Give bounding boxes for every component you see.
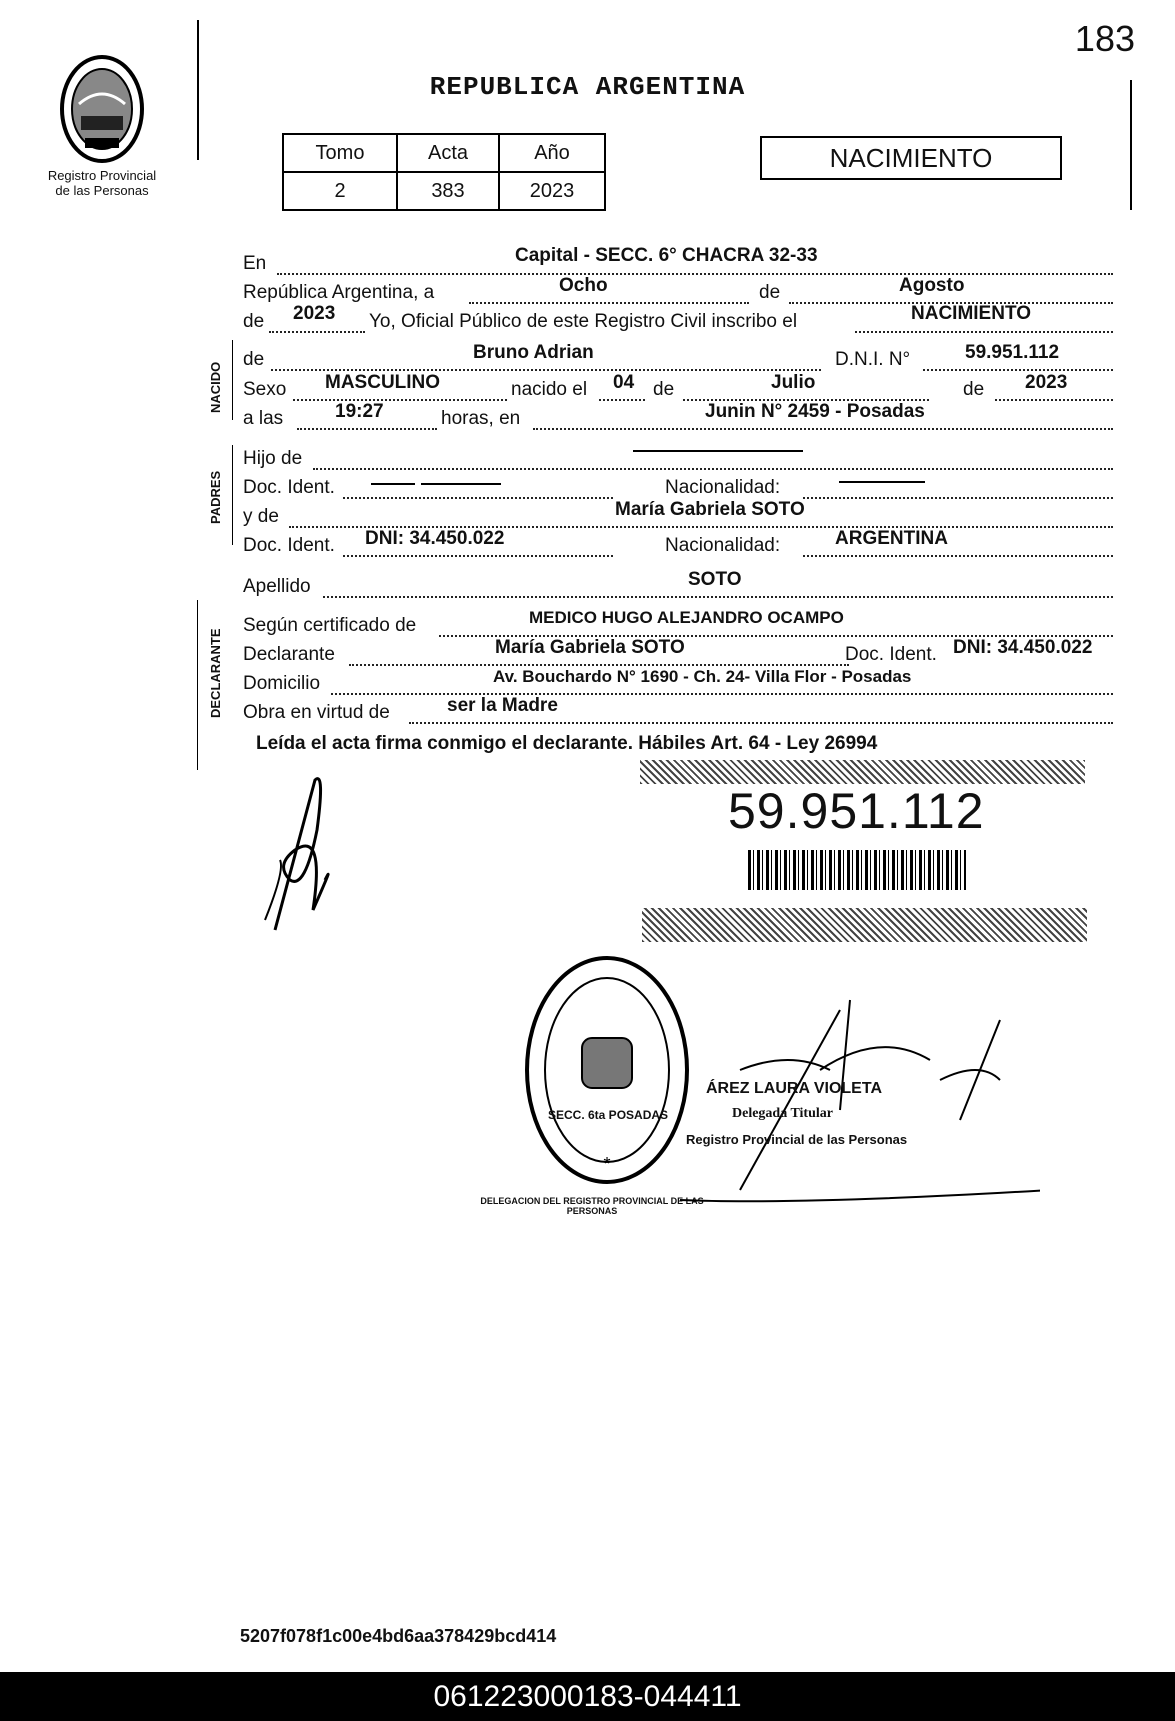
- col-header-tomo: Tomo: [283, 134, 397, 172]
- label-yde: y de: [243, 506, 279, 527]
- section-label-nacido: NACIDO: [208, 361, 223, 413]
- page-number: 183: [1074, 18, 1135, 59]
- barcode-icon: [748, 850, 966, 890]
- reference-table: [282, 133, 606, 211]
- dots-line: [343, 555, 613, 557]
- misiones-seal-icon: [59, 54, 145, 164]
- security-band-bottom: [642, 908, 1087, 942]
- row-sexo: [243, 372, 1113, 401]
- document-title: REPUBLICA ARGENTINA: [429, 72, 746, 102]
- row-hijo: [243, 446, 1113, 470]
- section-label-padres: PADRES: [208, 470, 223, 524]
- label-alas: a las: [243, 408, 284, 429]
- dots-line: [313, 468, 1113, 470]
- col-header-anio: Año: [499, 134, 605, 172]
- row-en: [243, 245, 1113, 275]
- value-declarante: María Gabriela SOTO: [495, 637, 685, 658]
- dots-line: [293, 399, 507, 401]
- label-de: de: [759, 282, 781, 303]
- value-lugar-nacimiento: Junin N° 2459 - Posadas: [705, 401, 925, 422]
- logo-caption-line2: de las Personas: [55, 183, 149, 198]
- record-type-box: NACIMIENTO: [760, 136, 1062, 180]
- tomo-value: 2: [283, 172, 397, 210]
- logo-caption-line1: Registro Provincial: [47, 168, 157, 183]
- value-declarante-doc: DNI: 34.450.022: [953, 637, 1093, 658]
- dots-line: [323, 596, 1113, 598]
- row-nombre: [243, 342, 1113, 371]
- row-madre: [243, 499, 1113, 528]
- row-obra: [243, 695, 1113, 724]
- blank-dash: [421, 483, 501, 485]
- declarante-section-line: [197, 600, 198, 770]
- dots-line: [271, 369, 821, 371]
- footer-code: 061223000183-044411: [0, 1672, 1175, 1721]
- dots-line: [297, 428, 437, 430]
- value-madre: María Gabriela SOTO: [615, 499, 805, 520]
- label-obra: Obra en virtud de: [243, 702, 390, 723]
- label-apellido: Apellido: [243, 576, 311, 597]
- label-doc-ident: Doc. Ident.: [243, 535, 335, 556]
- anio-value: 2023: [499, 172, 605, 210]
- id-number-large: 59.951.112: [728, 783, 985, 839]
- row-domicilio: [243, 667, 1113, 695]
- official-signature: [680, 990, 1040, 1210]
- signer-name: ÁREZ LAURA VIOLETA: [706, 1080, 882, 1097]
- row-fecha: [243, 275, 1113, 304]
- label-nacionalidad: Nacionalidad:: [665, 477, 781, 498]
- row-hora: [243, 401, 1113, 430]
- value-madre-doc: DNI: 34.450.022: [365, 528, 505, 549]
- value-anio-inscripcion: 2023: [293, 303, 336, 324]
- document-hash: 5207f078f1c00e4bd6aa378429bcd414: [240, 1626, 557, 1646]
- blank-dash: [371, 483, 415, 485]
- label-declarante: Declarante: [243, 644, 335, 665]
- section-label-declarante: DECLARANTE: [208, 628, 223, 718]
- label-hijo: Hijo de: [243, 448, 303, 469]
- label-de: de: [653, 379, 675, 400]
- signer-role: Delegada Titular: [732, 1106, 833, 1121]
- value-nac-anio: 2023: [1025, 372, 1068, 393]
- label-republica: República Argentina, a: [243, 282, 435, 303]
- value-domicilio: Av. Bouchardo N° 1690 - Ch. 24- Villa Flor - Posadas: [493, 667, 912, 686]
- stamp-center-text: SECC. 6ta POSADAS: [548, 1108, 669, 1122]
- value-sexo: MASCULINO: [325, 372, 441, 393]
- value-lugar-inscripcion: Capital - SECC. 6° CHACRA 32-33: [515, 245, 818, 266]
- label-horas: horas, en: [441, 408, 521, 429]
- dots-line: [409, 722, 1113, 724]
- value-nac-mes: Julio: [771, 372, 816, 393]
- signer-org: Registro Provincial de las Personas: [686, 1132, 908, 1147]
- label-de: de: [243, 311, 265, 332]
- label-de: de: [243, 349, 265, 370]
- value-certificado: MEDICO HUGO ALEJANDRO OCAMPO: [529, 608, 844, 627]
- row-certificado: [243, 608, 1113, 637]
- dots-line: [343, 497, 613, 499]
- label-declarante-doc: Doc. Ident.: [845, 644, 937, 665]
- dots-line: [277, 273, 1113, 275]
- label-nacido: nacido el: [511, 379, 588, 400]
- row-apellido: [243, 569, 1113, 598]
- svg-text:*: *: [603, 1154, 611, 1174]
- value-apellido: SOTO: [688, 569, 742, 590]
- row-declarante: [243, 637, 1113, 666]
- value-dia: Ocho: [559, 275, 608, 296]
- dots-line: [599, 399, 645, 401]
- dots-line: [469, 302, 749, 304]
- padres-section-line: [232, 445, 233, 545]
- value-mes: Agosto: [899, 275, 965, 296]
- blank-dash: [633, 450, 803, 452]
- label-dni: D.N.I. N°: [835, 349, 911, 370]
- label-oficial: Yo, Oficial Público de este Registro Civil inscribo el: [369, 311, 798, 332]
- row-doc-madre: [243, 528, 1113, 557]
- closing-statement: Leída el acta firma conmigo el declarante. Hábiles Art. 64 - Ley 26994: [256, 733, 878, 754]
- dots-line: [855, 331, 1113, 333]
- dots-line: [803, 555, 1113, 557]
- label-sexo: Sexo: [243, 379, 287, 400]
- dots-line: [533, 428, 1113, 430]
- value-inscribo: NACIMIENTO: [911, 303, 1031, 324]
- value-dni: 59.951.112: [965, 342, 1060, 363]
- label-doc-ident: Doc. Ident.: [243, 477, 335, 498]
- label-en: En: [243, 253, 267, 274]
- row-doc-padre: [243, 475, 1113, 499]
- value-hora: 19:27: [335, 401, 384, 422]
- dots-line: [803, 497, 1113, 499]
- value-nombre: Bruno Adrian: [473, 342, 594, 363]
- dots-line: [269, 331, 365, 333]
- label-de: de: [963, 379, 985, 400]
- label-certificado: Según certificado de: [243, 615, 417, 636]
- dots-line: [923, 369, 1113, 371]
- col-header-acta: Acta: [397, 134, 499, 172]
- official-seal-stamp: [522, 950, 692, 1190]
- stamp-ring-text: DELEGACION DEL REGISTRO PROVINCIAL DE LAS PERSONAS: [480, 1196, 704, 1216]
- value-madre-nacionalidad: ARGENTINA: [835, 528, 948, 549]
- value-nac-dia: 04: [613, 372, 635, 393]
- dots-line: [349, 664, 849, 666]
- blank-dash: [839, 481, 925, 483]
- label-nacionalidad: Nacionalidad:: [665, 535, 781, 556]
- row-oficial: [243, 303, 1113, 333]
- label-domicilio: Domicilio: [243, 673, 321, 694]
- nacido-section-line: [232, 340, 233, 420]
- acta-value: 383: [397, 172, 499, 210]
- value-obra: ser la Madre: [447, 695, 558, 716]
- security-band-top: [640, 760, 1085, 784]
- dots-line: [995, 399, 1113, 401]
- declarant-signature: [255, 770, 345, 940]
